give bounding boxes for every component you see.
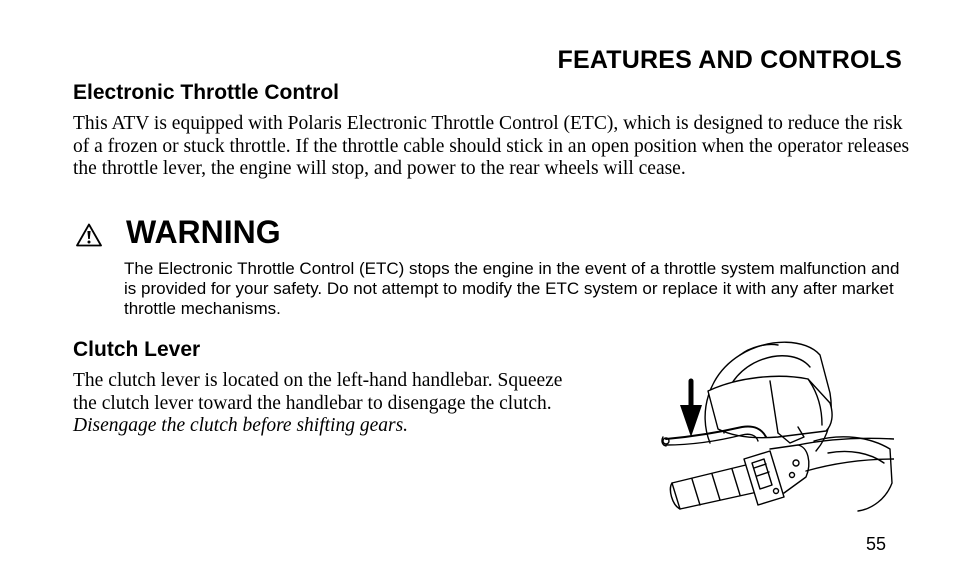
clutch-heading: Clutch Lever [73,338,201,361]
clutch-paragraph [73,370,573,438]
arrow-pointer-icon [680,381,702,437]
etc-paragraph: This ATV is equipped with Polaris Electronic Throttle Control (ETC), which is designed to reduce the risk of a frozen or stuck throttle. If the throttle cable should stick in an open position when the operator releases the throttle lever, the engine will stop, and power to the rear wheels will cease. [73,113,910,179]
clutch-caution: Disengage the clutch before shifting gears. [73,415,409,436]
clutch-text: The clutch lever is located on the left-hand handlebar. Squeeze the clutch lever toward the handlebar to disengage the clutch. [73,370,563,414]
etc-heading: Electronic Throttle Control [73,81,340,104]
warning-triangle-icon [76,223,102,247]
clutch-lever-illustration [658,333,894,513]
page-number: 55 [866,534,887,554]
section-title: FEATURES AND CONTROLS [557,46,902,74]
warning-paragraph: The Electronic Throttle Control (ETC) stops the engine in the event of a throttle system malfunction and is provided for your safety. Do not attempt to modify the ETC system or replace it with any after market throttle mechanisms. [124,259,900,318]
warning-title: WARNING [126,214,281,250]
